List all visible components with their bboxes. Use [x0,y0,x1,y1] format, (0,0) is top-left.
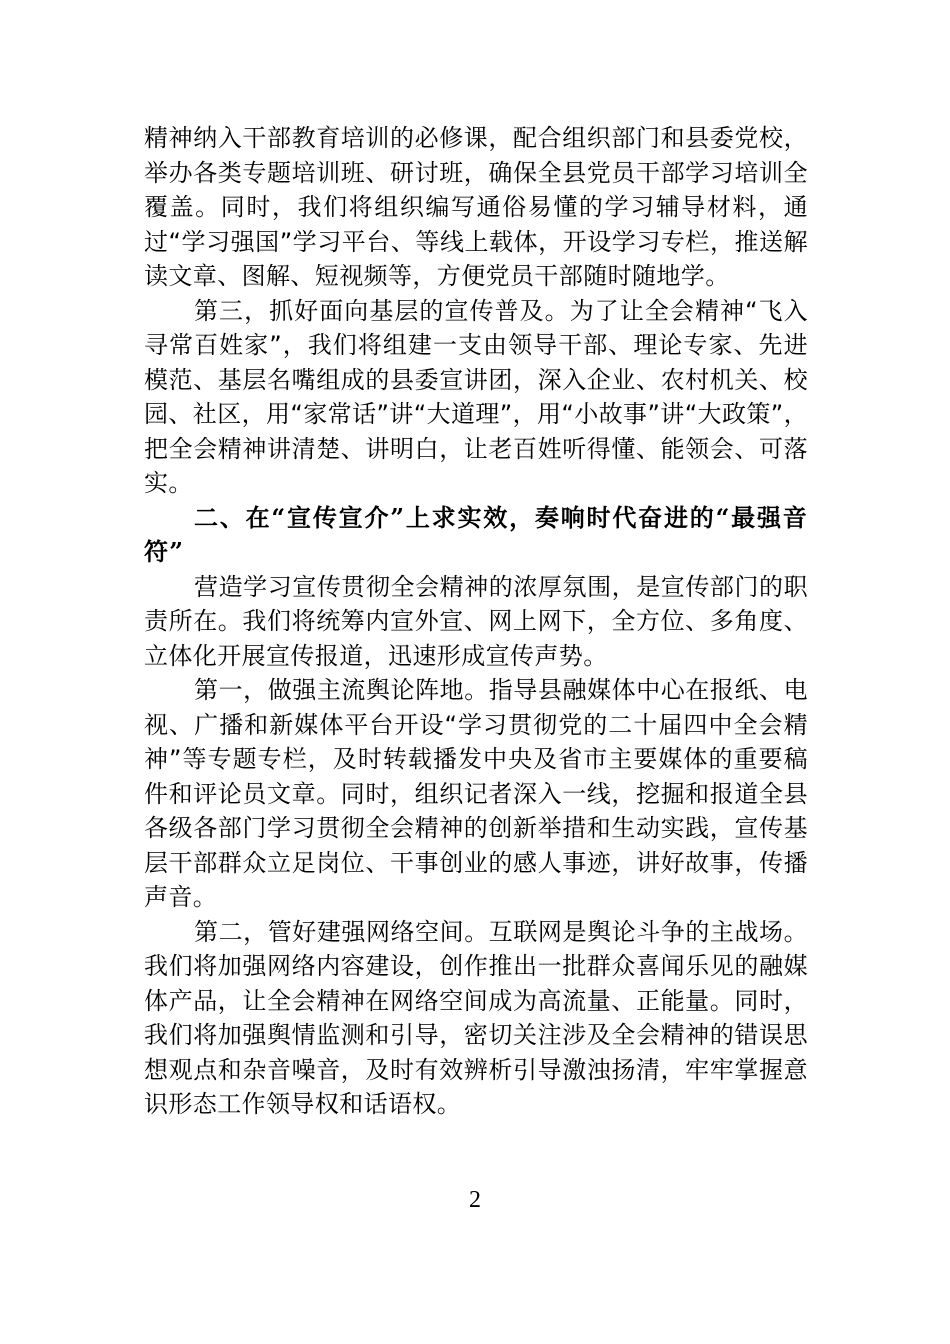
document-body [144,121,808,1122]
paragraph-point-one: 第一，做强主流舆论阵地。指导县融媒体中心在报纸、电视、广播和新媒体平台开设“学习贯彻党的二十届四中全会精神”等专题专栏，及时转载播发中央及省市主要媒体的重要稿件和评论员文章。同时，组织记者深入一线，挖掘和报道全县各级各部门学习贯彻全会精神的创新举措和生动实践，宣传基层干部群众立足岗位、干事创业的感人事迹，讲好故事，传播声音。 [144,676,808,911]
paragraph-section-intro: 营造学习宣传贯彻全会精神的浓厚氛围，是宣传部门的职责所在。我们将统筹内宣外宣、网上网下，全方位、多角度、立体化开展宣传报道，迅速形成宣传声势。 [144,572,808,670]
paragraph-point-two: 第二，管好建强网络空间。互联网是舆论斗争的主战场。我们将加强网络内容建设，创作推出一批群众喜闻乐见的融媒体产品，让全会精神在网络空间成为高流量、正能量。同时，我们将加强舆情监测和引导，密切关注涉及全会精神的错误思想观点和杂音噪音，及时有效辨析引导激浊扬清，牢牢掌握意识形态工作领导权和话语权。 [144,917,808,1118]
paragraph-point-three: 第三，抓好面向基层的宣传普及。为了让全会精神“飞入寻常百姓家”，我们将组建一支由领导干部、理论专家、先进模范、基层名嘴组成的县委宣讲团，深入企业、农村机关、校园、社区，用“家常话”讲“大道理”，用“小故事”讲“大政策”，把全会精神讲清楚、讲明白，让老百姓听得懂、能领会、可落实。 [144,296,808,497]
paragraph-continuation: 精神纳入干部教育培训的必修课，配合组织部门和县委党校，举办各类专题培训班、研讨班，确保全县党员干部学习培训全覆盖。同时，我们将组织编写通俗易懂的学习辅导材料，通过“学习强国”学习平台、等线上载体，开设学习专栏，推送解读文章、图解、短视频等，方便党员干部随时随地学。 [144,124,808,290]
page-number: 2 [469,1187,481,1213]
section-heading-two: 二、在“宣传宣介”上求实效，奏响时代奋进的“最强音符” [144,502,808,566]
